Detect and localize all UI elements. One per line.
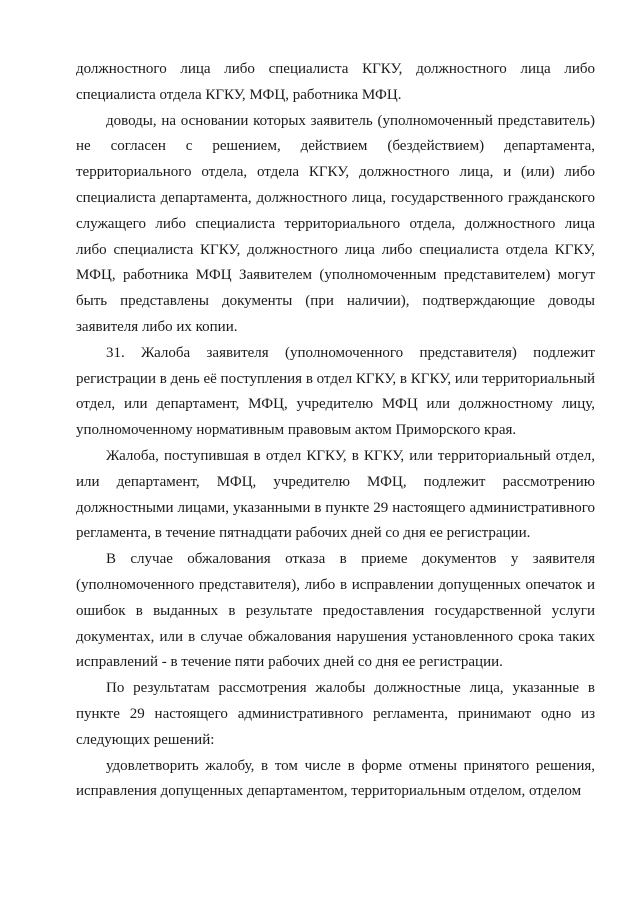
paragraph-continuation: должностного лица либо специалиста КГКУ, должностного лица либо специалиста отдела КГКУ, МФЦ, работника МФЦ. [76,61,595,103]
paragraph-refusal-appeal: В случае обжалования отказа в приеме документов у заявителя (уполномоченного представителя), либо в исправлении допущенных опечаток и ошибок в выданных в результате предоставления государственной услуги документах, или в случае обжалования нарушения установленного срока таких исправлений - в течение пяти рабочих дней со дня ее регистрации. [76,551,595,671]
paragraph-satisfy-complaint: удовлетворить жалобу, в том числе в форме отмены принятого решения, исправления допущенных департаментом, территориальным отделом, отделом [76,757,595,800]
paragraph-decisions: По результатам рассмотрения жалобы должностные лица, указанные в пункте 29 настоящего административного регламента, принимают одно из следующих решений: [76,680,595,748]
paragraph-31-registration: 31. Жалоба заявителя (уполномоченного представителя) подлежит регистрации в день её поступления в отдел КГКУ, в КГКУ, или территориальный отдел, или департамент, МФЦ, учредителю МФЦ или должностному лицу, уполномоченному нормативным правовым актом Приморского края. [76,344,595,439]
document-body [76,57,595,805]
paragraph-arguments: доводы, на основании которых заявитель (уполномоченный представитель) не согласен с решением, действием (бездействием) департамента, территориального отдела, отдела КГКУ, должностного лица, и (или) либо специалиста департамента, должностного лица, государственного гражданского служащего либо специалиста территориального отдела, должностного лица либо специалиста КГКУ, должностного лица либо специалиста отдела КГКУ, МФЦ, работника МФЦ Заявителем (уполномоченным представителем) могут быть представлены документы (при наличии), подтверждающие доводы заявителя либо их копии. [76,112,595,335]
paragraph-review-period: Жалоба, поступившая в отдел КГКУ, в КГКУ, или территориальный отдел, или департамент, МФЦ, учредителю МФЦ, подлежит рассмотрению должностными лицами, указанными в пункте 29 настоящего административного регламента, в течение пятнадцати рабочих дней со дня ее регистрации. [76,447,595,542]
